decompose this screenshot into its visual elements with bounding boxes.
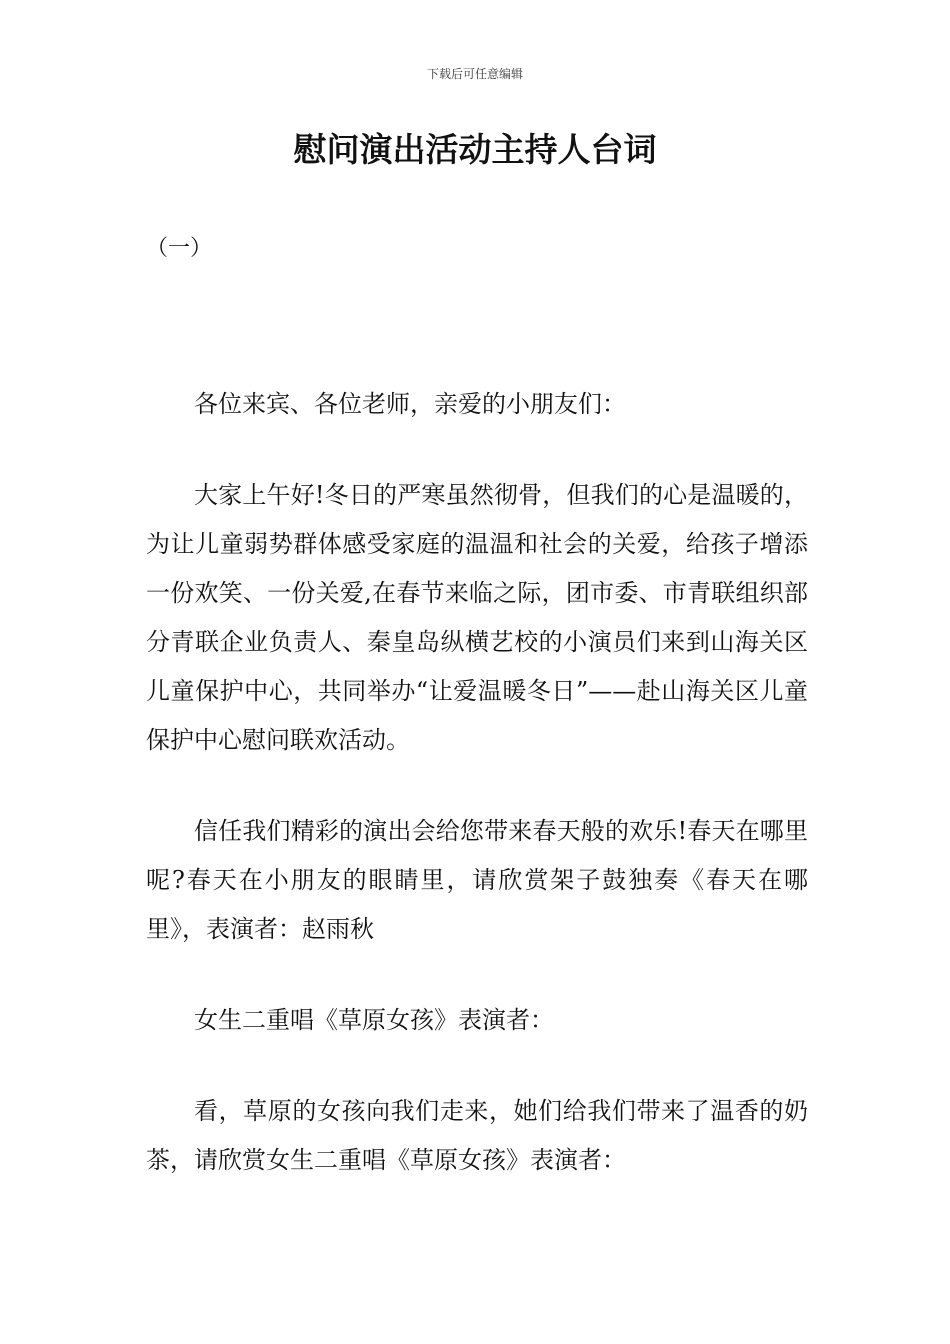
header-note: 下载后可任意编辑 <box>426 67 523 81</box>
paragraph-drum-solo: 信任我们精彩的演出会给您带来春天般的欢乐!春天在哪里呢?春天在小朋友的眼睛里，请欣赏架子鼓独奏《春天在哪里》，表演者：赵雨秋 <box>146 817 808 943</box>
paragraph-duet-intro: 看，草原的女孩向我们走来，她们给我们带来了温香的奶茶，请欣赏女生二重唱《草原女孩》表演者： <box>146 1097 808 1174</box>
document-body <box>146 380 808 1227</box>
paragraph-opening: 大家上午好!冬日的严寒虽然彻骨，但我们的心是温暖的，为让儿童弱势群体感受家庭的温温和社会的关爱，给孩子增添一份欢笑、一份关爱,在春节来临之际，团市委、市青联组织部分青联企业负责人、秦皇岛纵横艺校的小演员们来到山海关区儿童保护中心，共同举办“让爱温暖冬日”——赴山海关区儿童保护中心慰问联欢活动。 <box>146 481 808 754</box>
paragraph-duet-announcement: 女生二重唱《草原女孩》表演者： <box>194 1006 554 1034</box>
section-marker: （一） <box>146 236 213 261</box>
document-title: 慰问演出活动主持人台词 <box>293 130 657 169</box>
paragraph-greeting: 各位来宾、各位老师，亲爱的小朋友们： <box>194 390 626 418</box>
